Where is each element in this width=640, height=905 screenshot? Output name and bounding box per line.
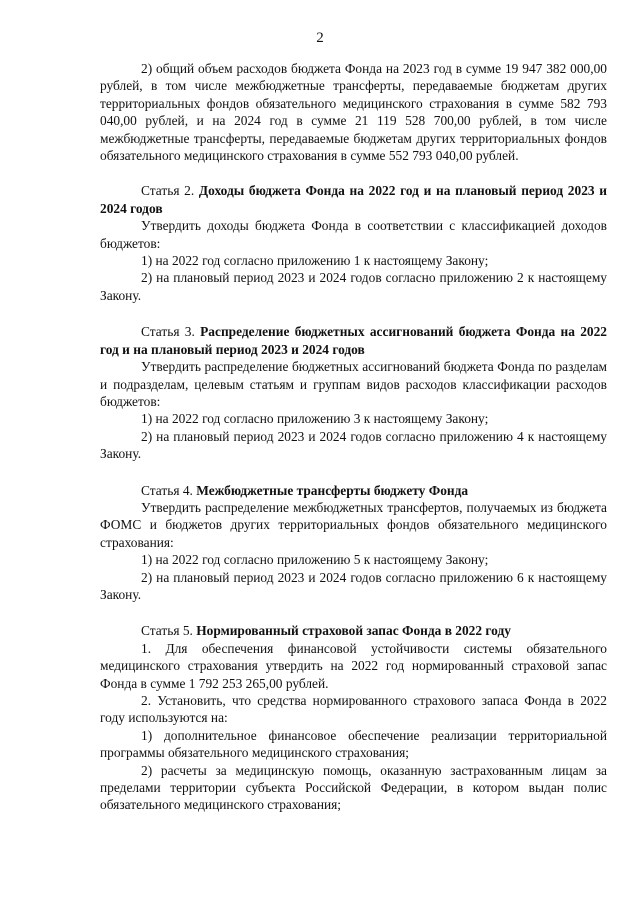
article-5-part-1: 1. Для обеспечения финансовой устойчивости системы обязательного медицинского страхования утвердить на 2022 год нормированный страховой запас Фонда в сумме 1 792 253 265,00 рублей. [100,640,607,691]
article-3-body: Утвердить распределение бюджетных ассигнований бюджета Фонда по разделам и подразделам, целевым статьям и группам видов расходов классификации расходов бюджетов: [100,359,607,409]
article-3 [100,323,607,462]
article-5-heading [100,622,607,639]
article-3-item-2: 2) на плановый период 2023 и 2024 годов согласно приложению 4 к настоящему Закону. [100,428,607,462]
article-3-prefix: Статья 3. [141,324,201,340]
article-5-part-2: 2. Установить, что средства нормированного страхового запаса Фонда в 2022 году используются на: [100,693,607,726]
article-2-body: Утвердить доходы бюджета Фонда в соответствии с классификацией доходов бюджетов: [100,218,607,251]
document-body [100,60,607,814]
article-4-item-2: 2) на плановый период 2023 и 2024 годов согласно приложению 6 к настоящему Закону. [100,569,607,602]
article-3-item-1: 1) на 2022 год согласно приложению 3 к настоящему Закону; [141,411,489,427]
article-2-item-2: 2) на плановый период 2023 и 2024 годов согласно приложению 2 к настоящему Закону. [100,270,607,303]
article-2 [100,182,607,304]
article-2-title: Доходы бюджета Фонда на 2022 год и на плановый период 2023 и 2024 годов [100,183,607,216]
page-number: 2 [316,30,324,46]
article-2-item-1: 1) на 2022 год согласно приложению 1 к настоящему Закону; [141,253,489,269]
article-2-prefix: Статья 2. [141,183,199,199]
expenses-paragraph: 2) общий объем расходов бюджета Фонда на 2023 год в сумме 19 947 382 000,00 рублей, в том числе межбюджетные трансферты, передаваемые бюджетам других территориальных фондов обязательного медицинского страхования в сумме 582 793 040,00 рублей, и на 2024 год в сумме 21 119 528 700,00 рублей, в том числе межбюджетные трансферты, передаваемые бюджетам других территориальных фондов обязательного медицинского страхования в сумме 552 793 040,00 рублей. [100,61,607,164]
article-5-title: Нормированный страховой запас Фонда в 2022 году [196,623,511,639]
article-4-item-1: 1) на 2022 год согласно приложению 5 к настоящему Закону; [141,552,489,568]
article-4-prefix: Статья 4. [141,482,197,498]
article-5 [100,622,607,813]
article-5-item-1: 1) дополнительное финансовое обеспечение реализации территориальной программы обязательного медицинского страхования; [100,727,607,761]
article-4 [100,482,607,604]
article-3-heading [100,323,607,358]
article-4-heading [100,482,607,499]
article-5-prefix: Статья 5. [141,623,197,639]
article-2-heading [100,182,607,217]
article-4-body: Утвердить распределение межбюджетных трансфертов, получаемых из бюджета ФОМС и бюджетов других территориальных фондов обязательного медицинского страхования: [100,499,607,550]
article-5-item-2: 2) расчеты за медицинскую помощь, оказанную застрахованным лицам за пределами территории субъекта Российской Федерации, в котором выдан полис обязательного медицинского страхования; [100,762,607,813]
article-4-title: Межбюджетные трансферты бюджету Фонда [196,482,469,498]
article-3-title: Распределение бюджетных ассигнований бюджета Фонда на 2022 год и на плановый период 2023 и 2024 годов [100,324,607,357]
